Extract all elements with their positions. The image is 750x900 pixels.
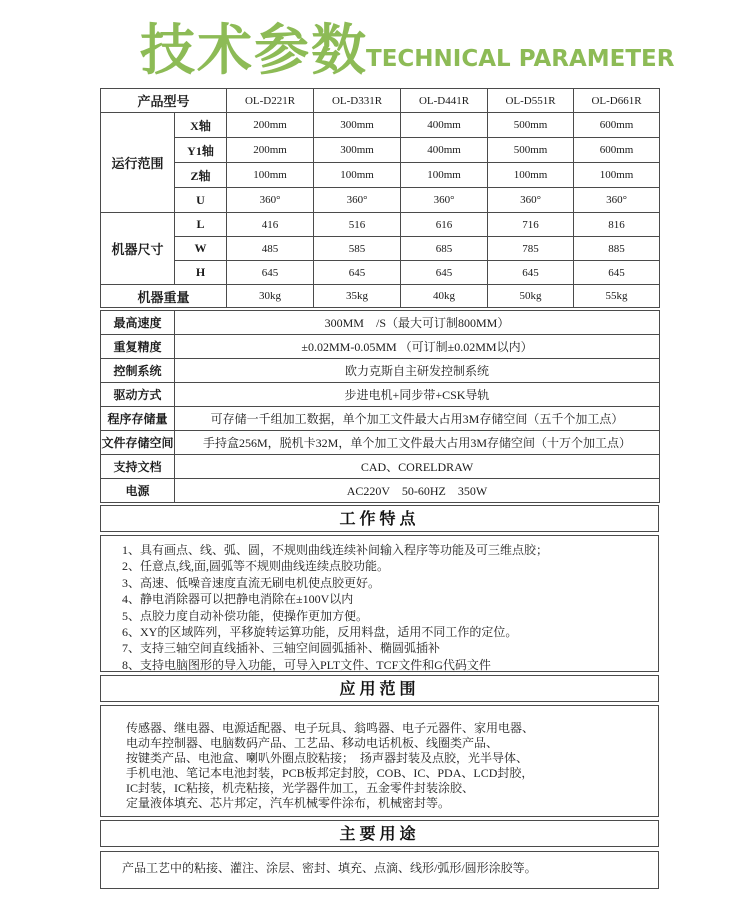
feature-line: 5、点胶力度自动补偿功能，使操作更加方便。 (122, 608, 369, 623)
param-label: 程序存储量 (101, 407, 175, 431)
spec-value-cell: 885 (574, 237, 660, 261)
application-line: 传感器、继电器、电源适配器、电子玩具、翁鸣器、电子元器件、家用电器、 (126, 721, 535, 735)
spec-group-label-size: 机器尺寸 (101, 213, 175, 285)
spec-value-cell: 100mm (314, 163, 401, 188)
page-title: 技术参数 (140, 18, 369, 82)
spec-value-cell: 416 (227, 213, 314, 237)
feature-line: 6、XY的区域阵列，平移旋转运算功能，反用料盘，适用不同工作的定位。 (122, 625, 518, 640)
spec-group-label-range: 运行范围 (101, 113, 175, 213)
section-title-work-features: 工作特点 (100, 505, 659, 532)
section-body-main-uses (100, 851, 659, 889)
application-line: 定量液体填充、芯片邦定，汽车机械零件涂布，机械密封等。 (126, 796, 451, 810)
param-value: 步进电机+同步带+CSK导轨 (175, 383, 660, 407)
param-value: 300MM /S（最大可订制800MM） (175, 311, 660, 335)
model-header-cell: OL-D221R (227, 89, 314, 113)
param-label: 文件存储空间 (101, 431, 175, 455)
spec-value-cell: 300mm (314, 138, 401, 163)
spec-value-cell: 360° (488, 188, 574, 213)
spec-axis-label: U (175, 188, 227, 213)
spec-value-cell: 500mm (488, 113, 574, 138)
param-label: 电源 (101, 479, 175, 503)
model-header-cell: OL-D331R (314, 89, 401, 113)
param-label: 控制系统 (101, 359, 175, 383)
spec-value-cell: 785 (488, 237, 574, 261)
spec-axis-label: Z轴 (175, 163, 227, 188)
param-value: CAD、CORELDRAW (175, 455, 660, 479)
spec-value-cell: 645 (488, 261, 574, 285)
spec-value-cell: 645 (401, 261, 488, 285)
param-label: 支持文档 (101, 455, 175, 479)
feature-line: 4、静电消除器可以把静电消除在±100V以内 (122, 592, 354, 607)
spec-axis-label: L (175, 213, 227, 237)
model-header-cell: OL-D551R (488, 89, 574, 113)
spec-value-cell: 100mm (574, 163, 660, 188)
spec-value-cell: 360° (227, 188, 314, 213)
spec-value-cell: 645 (314, 261, 401, 285)
feature-line: 1、具有画点、线、弧、圆，不规则曲线连续补间输入程序等功能及可三维点胶； (122, 543, 549, 557)
spec-value-cell: 500mm (488, 138, 574, 163)
spec-value-cell: 100mm (401, 163, 488, 188)
spec-value-cell: 200mm (227, 113, 314, 138)
spec-value-cell: 516 (314, 213, 401, 237)
page-subtitle: TECHNICAL PARAMETER (366, 46, 675, 72)
spec-axis-label: Y1轴 (175, 138, 227, 163)
feature-line: 7、支持三轴空间直线插补、三轴空间圆弧插补、椭圆弧插补 (122, 641, 441, 656)
spec-value-cell: 616 (401, 213, 488, 237)
spec-value-cell: 645 (574, 261, 660, 285)
spec-value-cell: 360° (401, 188, 488, 213)
application-line: 电动车控制器、电脑数码产品、工艺品、移动电话机板、线圈类产品、 (126, 736, 499, 750)
spec-value-cell: 360° (574, 188, 660, 213)
spec-value-cell: 100mm (488, 163, 574, 188)
model-header-cell: OL-D661R (574, 89, 660, 113)
spec-value-cell: 300mm (314, 113, 401, 138)
param-value: 手持盒256M，脱机卡32M，单个加工文件最大占用3M存储空间（十万个加工点） (175, 431, 660, 455)
usage-line: 产品工艺中的粘接、灌注、涂层、密封、填充、点滴、线形/弧形/圆形涂胶等。 (122, 861, 537, 875)
spec-value-cell: 40kg (401, 285, 488, 308)
spec-value-cell: 200mm (227, 138, 314, 163)
section-body-application-scope (100, 705, 659, 817)
param-value: AC220V 50-60HZ 350W (175, 479, 660, 503)
param-value: ±0.02MM-0.05MM （可订制±0.02MM以内） (175, 335, 660, 359)
spec-value-cell: 50kg (488, 285, 574, 308)
spec-value-cell: 600mm (574, 138, 660, 163)
spec-weight-label: 机器重量 (101, 285, 227, 308)
application-line: 按键类产品、电池盒、喇叭外圈点胶粘接； 扬声器封装及点胶，光半导体、 (126, 751, 529, 765)
model-header-cell: OL-D441R (401, 89, 488, 113)
spec-axis-label: W (175, 237, 227, 261)
section-title-application-scope: 应用范围 (100, 675, 659, 702)
spec-value-cell: 400mm (401, 138, 488, 163)
spec-axis-label: H (175, 261, 227, 285)
param-value: 可存储一千组加工数据，单个加工文件最大占用3M存储空间（五千个加工点） (175, 407, 660, 431)
spec-value-cell: 360° (314, 188, 401, 213)
section-title-main-uses: 主要用途 (100, 820, 659, 847)
spec-value-cell: 716 (488, 213, 574, 237)
spec-value-cell: 485 (227, 237, 314, 261)
spec-table (100, 88, 660, 308)
feature-line: 3、高速、低噪音速度直流无刷电机使点胶更好。 (122, 575, 381, 590)
application-line: 手机电池、笔记本电池封装，PCB板邦定封胶，COB、IC、PDA、LCD封胶， (126, 766, 534, 780)
spec-value-cell: 100mm (227, 163, 314, 188)
feature-line: 8、支持电脑图形的导入功能，可导入PLT文件、TCF文件和G代码文件 (122, 657, 491, 672)
page-header (140, 2, 675, 82)
spec-header-label: 产品型号 (101, 89, 227, 113)
param-value: 欧力克斯自主研发控制系统 (175, 359, 660, 383)
parameter-table (100, 310, 660, 503)
param-label: 最高速度 (101, 311, 175, 335)
application-line: IC封装，IC粘接，机壳粘接，光学器件加工，五金零件封装涂胶、 (126, 781, 475, 795)
spec-value-cell: 600mm (574, 113, 660, 138)
spec-axis-label: X轴 (175, 113, 227, 138)
spec-value-cell: 585 (314, 237, 401, 261)
section-body-work-features (100, 535, 659, 672)
spec-value-cell: 685 (401, 237, 488, 261)
feature-line: 2、任意点,线,面,圆弧等不规则曲线连续点胶功能。 (122, 559, 390, 574)
spec-value-cell: 816 (574, 213, 660, 237)
spec-value-cell: 55kg (574, 285, 660, 308)
spec-value-cell: 400mm (401, 113, 488, 138)
spec-value-cell: 35kg (314, 285, 401, 308)
param-label: 驱动方式 (101, 383, 175, 407)
spec-value-cell: 645 (227, 261, 314, 285)
spec-value-cell: 30kg (227, 285, 314, 308)
param-label: 重复精度 (101, 335, 175, 359)
